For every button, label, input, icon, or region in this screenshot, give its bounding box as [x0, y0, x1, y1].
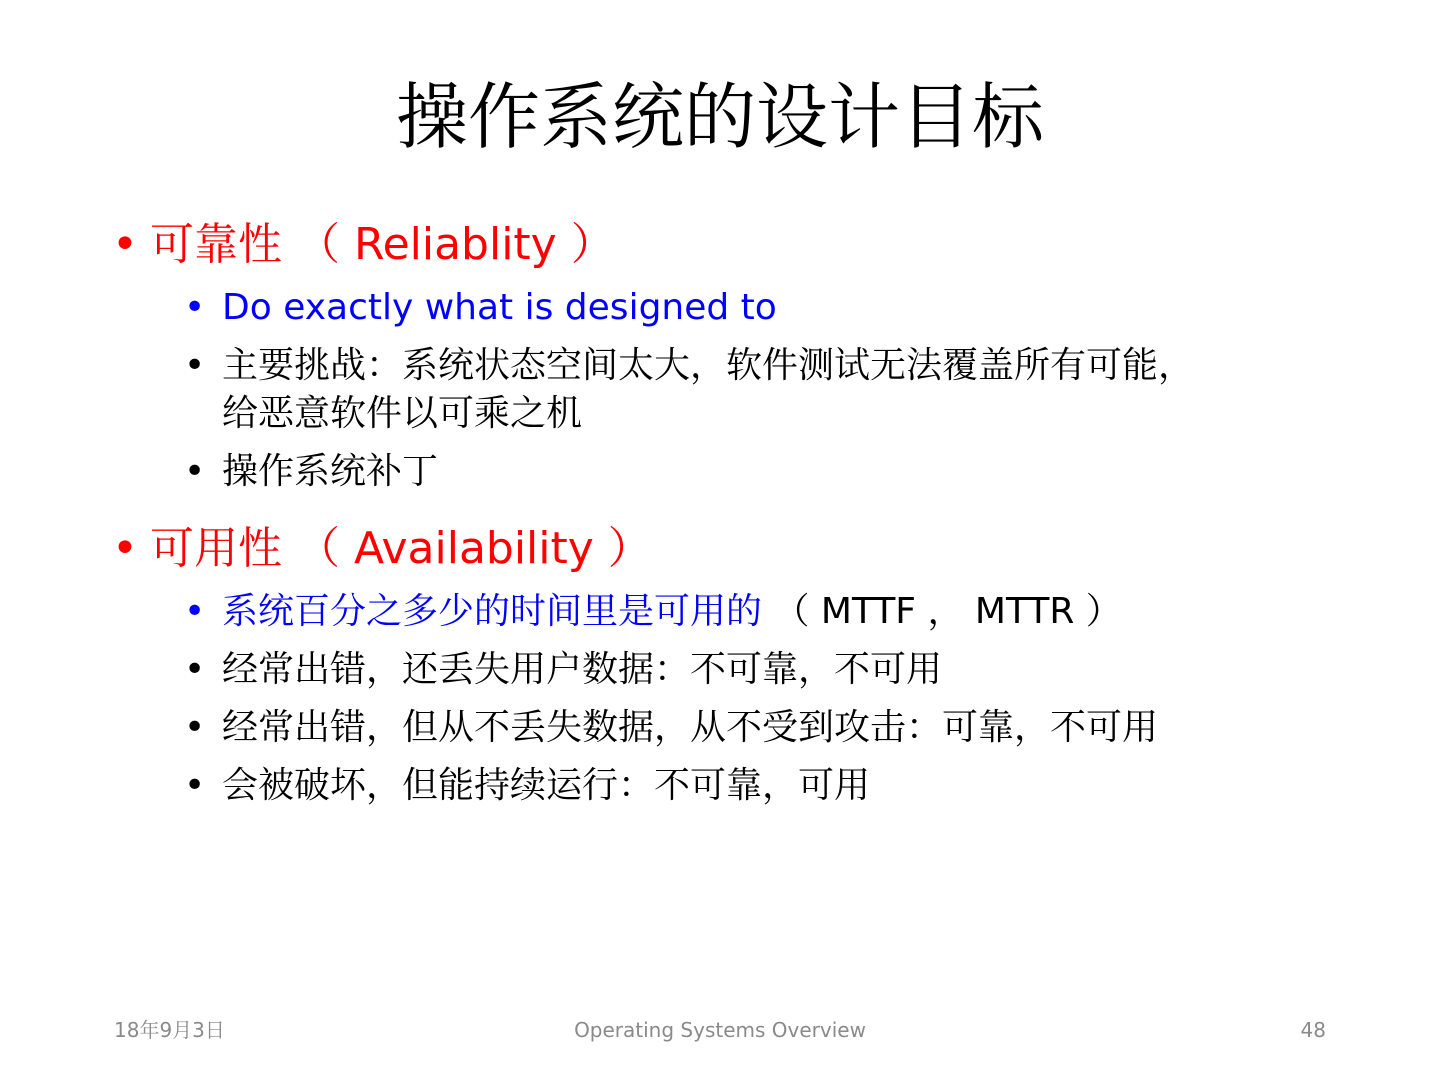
bullet-dot: • [184, 287, 206, 328]
footer-page-number: 48 [1300, 1018, 1326, 1042]
footer-title: Operating Systems Overview [574, 1018, 866, 1042]
bullet-dot: • [112, 523, 138, 574]
sub-bullet-text: 经常出错，还丢失用户数据：不可靠，不可用 [222, 649, 943, 690]
bullet-dot: • [112, 219, 138, 270]
sub-bullet-text-emphasis: 系统百分之多少的时间里是可用的 [222, 591, 763, 632]
sub-bullet-os-patch [110, 448, 1340, 496]
sub-bullet-text: Do exactly what is designed to [222, 287, 777, 328]
sub-bullet-text: 主要挑战：系统状态空间太大，软件测试无法覆盖所有可能， [222, 345, 1195, 386]
sub-bullet-text: 会被破坏，但能持续运行：不可靠，可用 [222, 765, 871, 806]
bullet-availability [110, 518, 1340, 580]
sub-bullet-do-exactly [110, 284, 1340, 332]
slide-content [110, 214, 1340, 810]
footer-date: 18年9月3日 [114, 1018, 225, 1042]
bullet-dot: • [184, 345, 206, 386]
sub-bullet-availability-percent [110, 588, 1340, 636]
sub-bullet-main-challenge [110, 342, 1340, 438]
bullet-dot: • [184, 765, 206, 806]
bullet-dot: • [184, 707, 206, 748]
bullet-dot: • [184, 591, 206, 632]
sub-bullet-unreliable-available [110, 762, 1340, 810]
bullet-dot: • [184, 649, 206, 690]
sub-bullet-unreliable-unavailable [110, 646, 1340, 694]
heading-reliability: 可靠性 （ Reliablity ） [150, 219, 615, 270]
bullet-reliability [110, 214, 1340, 276]
sub-bullet-reliable-unavailable [110, 704, 1340, 752]
sub-bullet-text: 操作系统补丁 [222, 451, 439, 492]
sub-bullet-text-continued: 给恶意软件以可乘之机 [222, 393, 583, 434]
sub-bullet-text: 经常出错，但从不丢失数据，从不受到攻击：可靠，不可用 [222, 707, 1159, 748]
heading-availability: 可用性 （ Availability ） [150, 523, 652, 574]
bullet-dot: • [184, 451, 206, 492]
sub-bullet-text-mttf-mttr: （ MTTF ， MTTR ） [762, 591, 1122, 632]
slide-title: 操作系统的设计目标 [395, 75, 1044, 159]
